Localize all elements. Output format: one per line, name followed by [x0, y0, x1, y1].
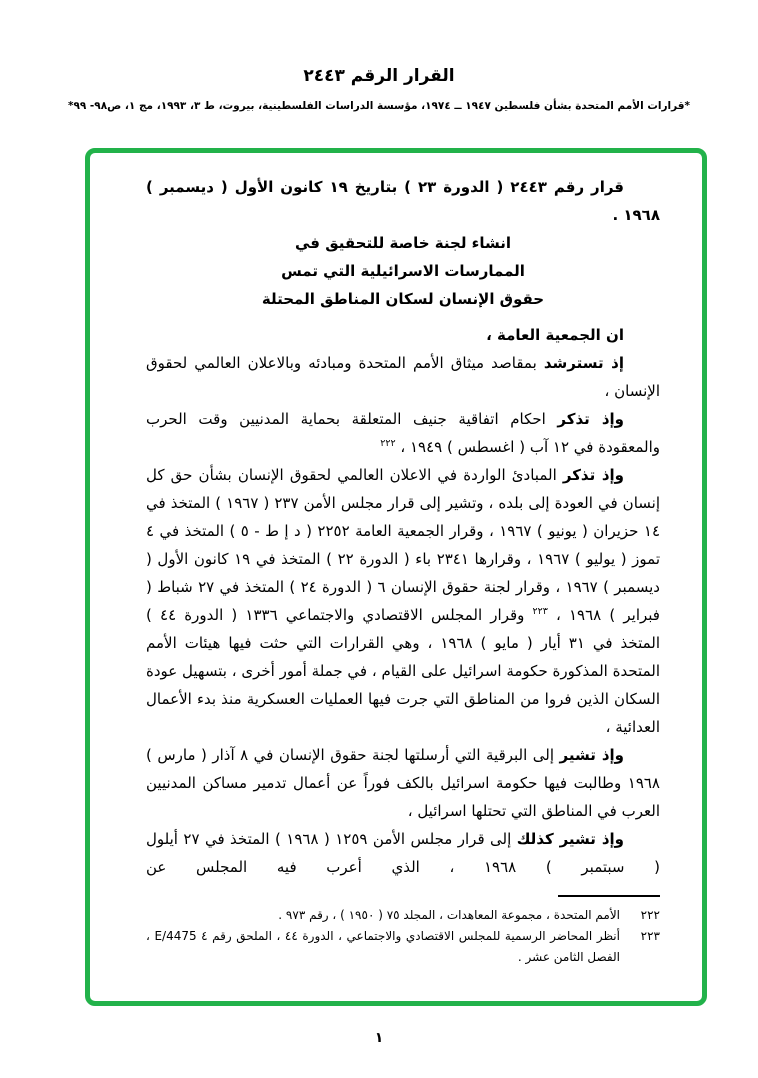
footnote-ref: ٢٢٢ — [380, 438, 396, 449]
resolution-title — [146, 229, 660, 313]
paragraph-lead: وإذ تشير — [559, 746, 624, 764]
resolution-title-line: الممارسات الاسرائيلية التي تمس — [281, 262, 525, 280]
resolution-title-line: حقوق الإنسان لسكان المناطق المحتلة — [261, 290, 545, 308]
paragraph-lead: إذ تسترشد — [543, 354, 624, 372]
paragraph-text: احكام اتفاقية جنيف المتعلقة بحماية المدنيين وقت الحرب والمعقودة في ١٢ آب ( اغسطس ) ١٩٤٩ ، — [146, 410, 660, 456]
preamble-paragraph — [146, 461, 660, 741]
page-number: ١ — [374, 1030, 384, 1046]
resolution-title-line: انشاء لجنة خاصة للتحقيق في — [294, 234, 512, 252]
preamble-paragraph — [146, 741, 660, 825]
footnote-separator — [558, 895, 660, 897]
footnote-text: الأمم المتحدة ، مجموعة المعاهدات ، المجلد ٧٥ ( ١٩٥٠ ) ، رقم ٩٧٣ . — [278, 908, 620, 922]
source-citation: *قرارات الأمم المتحدة بشأن فلسطين ١٩٤٧ ــ ١٩٧٤، مؤسسة الدراسات الفلسطينية، بيروت، ط ٣، ١٩٩٣، مج ١، ص٩٨- ٩٩* — [67, 100, 691, 112]
paragraph-lead: وإذ تذكر — [557, 410, 624, 428]
resolution-heading — [146, 173, 660, 229]
paragraph-lead: وإذ تذكر — [562, 466, 624, 484]
footnote-number: ٢٢٢ — [640, 908, 660, 922]
footnote — [146, 905, 660, 926]
preamble-paragraph — [146, 825, 660, 881]
paragraph-text: إلى البرقية التي أرسلتها لجنة حقوق الإنسان في ٨ آذار ( مارس ) ١٩٦٨ وطالبت فيها حكومة اسرائيل بالكف فوراً عن أعمال تدمير مساكن المدنيين العرب في المناطق التي تحتلها اسرائيل ، — [146, 746, 660, 820]
preamble-paragraph — [146, 405, 660, 461]
page-title: القرار الرقم ٢٤٤٣ — [303, 66, 455, 86]
opening-phrase: ان الجمعية العامة ، — [486, 326, 624, 344]
resolution-body — [90, 153, 702, 968]
footnote-number: ٢٢٣ — [640, 929, 660, 943]
resolution-heading-line2: ١٩٦٨ . — [612, 206, 660, 224]
paragraph-text: وقرار المجلس الاقتصادي والاجتماعي ١٣٣٦ ( الدورة ٤٤ ) المتخذ في ٣١ أيار ( مايو ) ١٩٦٨ ، وهي القرارات التي حثت فيها هيئات الأمم المتحدة المذكورة حكومة اسرائيل على القيام ، في جملة أمور أخرى ، بتسهيل عودة السكان الذين فروا من المناطق التي جرت فيها العمليات العسكرية منذ بدء الأعمال العدائية ، — [146, 606, 661, 736]
paragraph-lead: وإذ تشير كذلك — [516, 830, 624, 848]
preamble-paragraph — [146, 349, 660, 405]
footnote — [146, 926, 660, 968]
footnote-ref: ٢٢٣ — [532, 606, 548, 617]
paragraph-text: المبادئ الواردة في الاعلان العالمي لحقوق الإنسان بشأن حق كل إنسان في العودة إلى بلده ، وتشير إلى قرار مجلس الأمن ٢٣٧ ( ١٩٦٧ ) المتخذ في ١٤ حزيران ( يونيو ) ١٩٦٧ ، وقرار الجمعية العامة ٢٢٥٢ ( د إ ط - ٥ ) المتخذ في ٤ تموز ( يوليو ) ١٩٦٧ ، وقرارها ٢٣٤١ باء ( الدورة ٢٢ ) المتخذ في ١٩ كانون الأول ( ديسمبر ) ١٩٦٧ ، وقرار لجنة حقوق الإنسان ٦ ( الدورة ٢٤ ) المتخذ في ٢٧ شباط ( فبراير ) ١٩٦٨ ، — [146, 466, 661, 624]
paragraph-text: بمقاصد ميثاق الأمم المتحدة ومبادئه وبالاعلان العالمي لحقوق الإنسان ، — [146, 354, 660, 400]
footnote-text: أنظر المحاضر الرسمية للمجلس الاقتصادي والاجتماعي ، الدورة ٤٤ ، الملحق رقم ٤ E/4475 ، الفصل الثامن عشر . — [146, 929, 620, 964]
resolution-heading-line1: قرار رقم ٢٤٤٣ ( الدورة ٢٣ ) بتاريخ ١٩ كانون الأول ( ديسمبر ) — [146, 178, 624, 196]
paragraph-text: إلى قرار مجلس الأمن ١٢٥٩ ( ١٩٦٨ ) المتخذ في ٢٧ أيلول ( سبتمبر ) ١٩٦٨ ، الذي أعرب فيه المجلس عن — [146, 830, 661, 876]
green-border-frame — [85, 148, 707, 1006]
